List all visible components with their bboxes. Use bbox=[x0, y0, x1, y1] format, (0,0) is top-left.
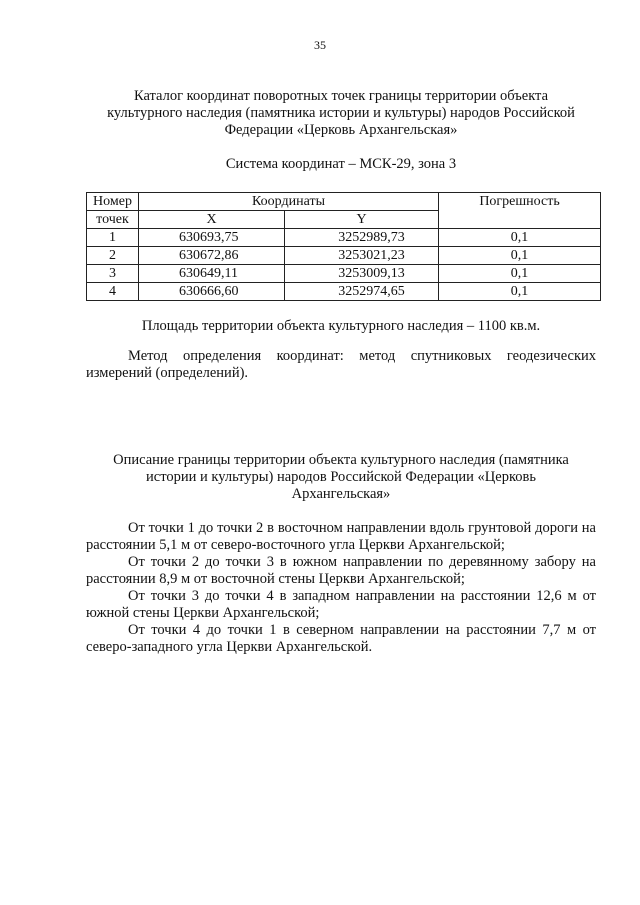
description-paragraph: От точки 2 до точки 3 в южном направлении по деревянному забору на расстоянии 8,9 м от восточной стены Церкви Архангельской; bbox=[86, 554, 596, 587]
x-header: X bbox=[139, 211, 285, 229]
y-coordinate-cell: 3253009,13 bbox=[285, 265, 439, 283]
description-paragraph: От точки 1 до точки 2 в восточном направлении вдоль грунтовой дороги на расстоянии 5,1 м от северо-восточного угла Церкви Архангельской; bbox=[86, 520, 596, 553]
table-row bbox=[87, 247, 601, 265]
description-title bbox=[86, 452, 596, 503]
catalog-title bbox=[86, 88, 596, 139]
description-paragraph: От точки 3 до точки 4 в западном направлении на расстоянии 12,6 м от южной стены Церкви Архангельской; bbox=[86, 588, 596, 621]
description-title-line: Описание границы территории объекта культурного наследия (памятника bbox=[113, 452, 569, 468]
accuracy-cell: 0,1 bbox=[439, 247, 601, 265]
table-header-row bbox=[87, 193, 601, 211]
table-row bbox=[87, 265, 601, 283]
accuracy-cell: 0,1 bbox=[439, 229, 601, 247]
y-coordinate-cell: 3252989,73 bbox=[285, 229, 439, 247]
area-statement: Площадь территории объекта культурного наследия – 1100 кв.м. bbox=[141, 318, 541, 334]
y-coordinate-cell: 3253021,23 bbox=[285, 247, 439, 265]
description-title-line: истории и культуры) народов Российской Федерации «Церковь bbox=[146, 469, 536, 485]
x-coordinate-cell: 630672,86 bbox=[139, 247, 285, 265]
catalog-title-line: Федерации «Церковь Архангельская» bbox=[224, 122, 458, 138]
x-coordinate-cell: 630666,60 bbox=[139, 283, 285, 301]
catalog-title-line: культурного наследия (памятника истории и культуры) народов Российской bbox=[107, 105, 575, 121]
y-header: Y bbox=[285, 211, 439, 229]
boundary-description bbox=[86, 520, 596, 656]
table-row bbox=[87, 229, 601, 247]
coordinates-header: Координаты bbox=[139, 193, 439, 211]
point-number-cell: 3 bbox=[87, 265, 139, 283]
coordinates-table bbox=[86, 192, 601, 301]
description-title-line: Архангельская» bbox=[291, 486, 391, 502]
method-statement: Метод определения координат: метод спутниковых геодезических измерений (определений). bbox=[86, 348, 596, 381]
point-number-cell: 1 bbox=[87, 229, 139, 247]
accuracy-cell: 0,1 bbox=[439, 283, 601, 301]
point-number-header-line: точек bbox=[87, 211, 139, 229]
point-number-header bbox=[87, 193, 139, 211]
y-coordinate-cell: 3252974,65 bbox=[285, 283, 439, 301]
coordinate-system-label: Система координат – МСК-29, зона 3 bbox=[225, 156, 457, 172]
point-number-cell: 2 bbox=[87, 247, 139, 265]
x-coordinate-cell: 630693,75 bbox=[139, 229, 285, 247]
point-number-cell: 4 bbox=[87, 283, 139, 301]
table-row bbox=[87, 283, 601, 301]
catalog-title-line: Каталог координат поворотных точек границы территории объекта bbox=[133, 88, 548, 104]
point-number-header-line: Номер bbox=[93, 194, 132, 209]
accuracy-cell: 0,1 bbox=[439, 265, 601, 283]
description-paragraph: От точки 4 до точки 1 в северном направлении на расстоянии 7,7 м от северо-западного угла Церкви Архангельской. bbox=[86, 622, 596, 655]
x-coordinate-cell: 630649,11 bbox=[139, 265, 285, 283]
page-number: 35 bbox=[314, 38, 326, 52]
accuracy-header: Погрешность bbox=[439, 193, 601, 229]
